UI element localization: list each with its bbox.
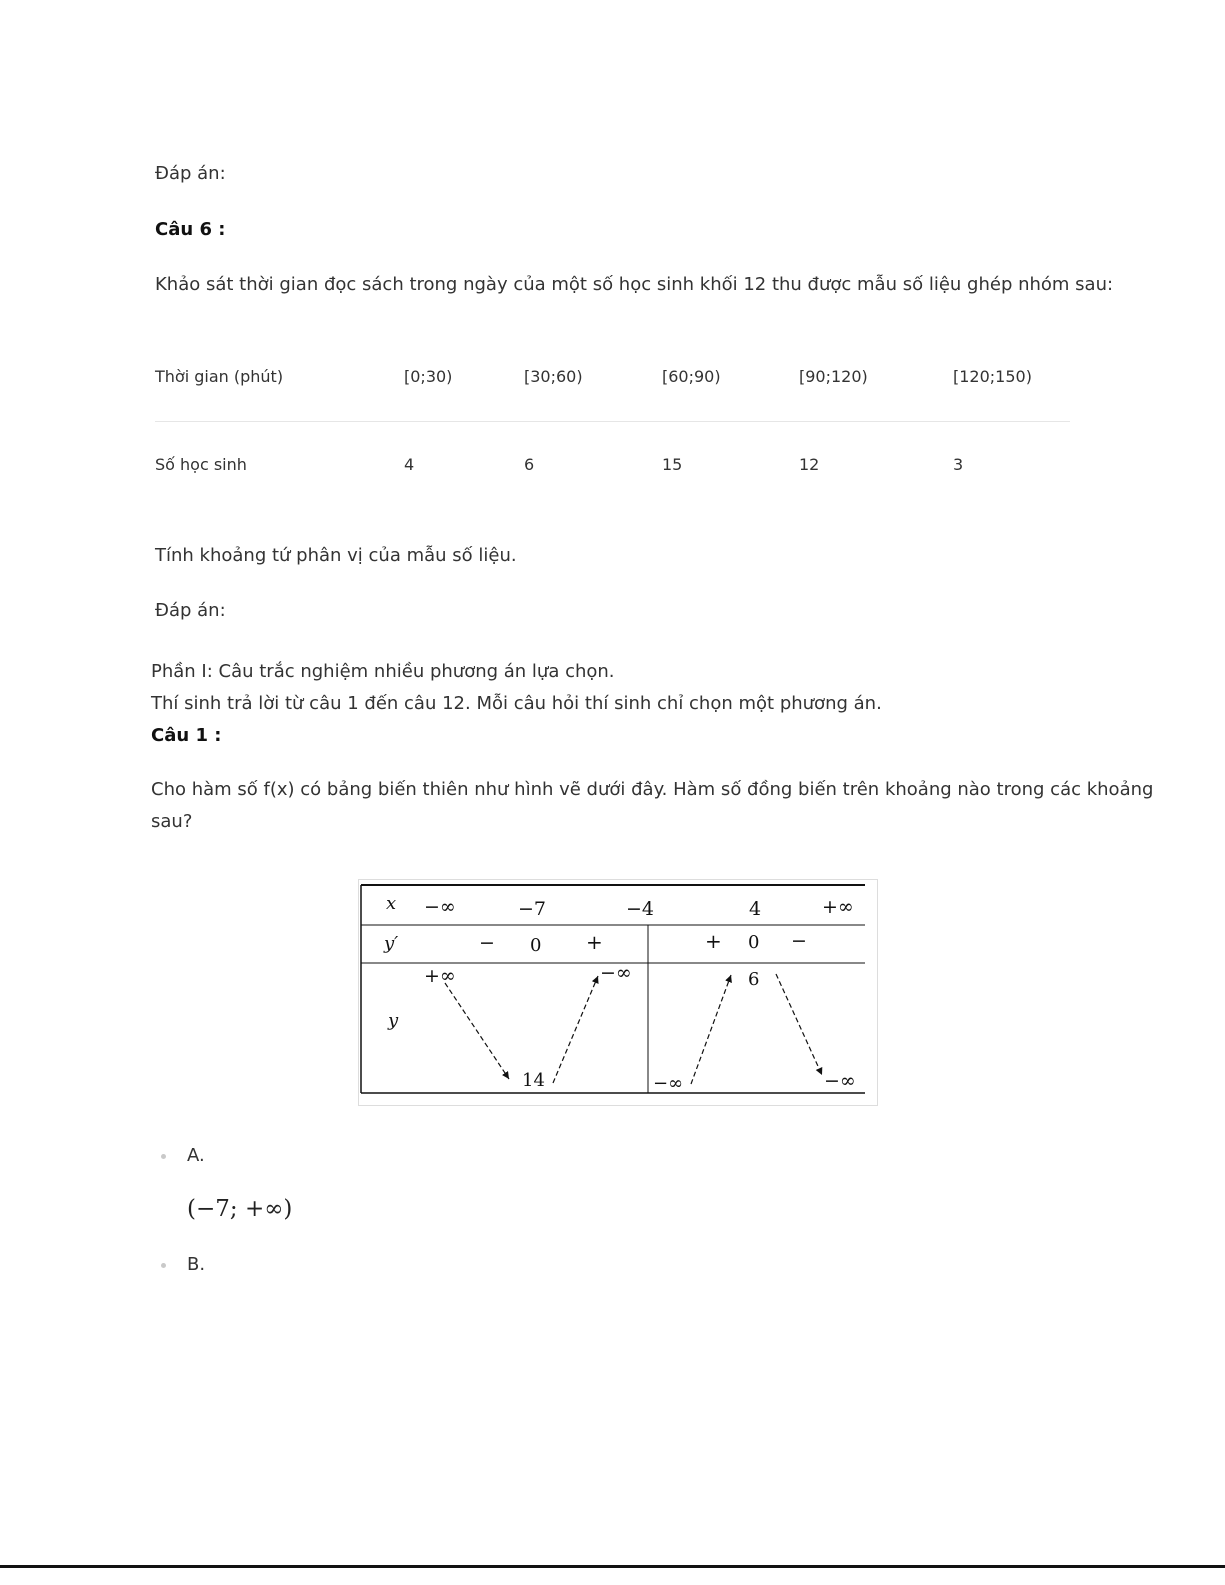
table-cell: [30;60) xyxy=(524,367,583,386)
answer-label-top: Đáp án: xyxy=(155,163,226,184)
y-value: +∞ xyxy=(424,965,456,987)
yprime-sign: 0 xyxy=(530,935,542,956)
answer-label: Đáp án: xyxy=(155,600,226,621)
page-bottom-rule xyxy=(0,1565,1225,1568)
table-cell: [120;150) xyxy=(953,367,1032,386)
y-value: 6 xyxy=(748,969,760,990)
table-cell: 3 xyxy=(953,455,964,474)
x-value: −7 xyxy=(518,898,547,920)
yprime-sign: − xyxy=(791,930,807,952)
yprime-sign: − xyxy=(479,932,495,954)
part-1-instruction: Thí sinh trả lời từ câu 1 đến câu 12. Mỗi câu hỏi thí sinh chỉ chọn một phương án. xyxy=(151,693,882,714)
table-row-header-time: Thời gian (phút) xyxy=(155,367,284,386)
table-cell: 12 xyxy=(799,455,820,474)
row-label-y: y xyxy=(388,1010,399,1031)
y-value: −∞ xyxy=(600,962,632,984)
variation-table-figure xyxy=(358,879,878,1106)
y-value: −∞ xyxy=(653,1073,684,1094)
question-1-prompt-line2: sau? xyxy=(151,811,193,832)
question-6-prompt: Khảo sát thời gian đọc sách trong ngày của một số học sinh khối 12 thu được mẫu số liệu ghép nhóm sau: xyxy=(155,274,1114,295)
table-divider xyxy=(155,421,1070,422)
row-label-x: x xyxy=(386,893,397,914)
table-cell: 15 xyxy=(662,455,683,474)
bullet-icon xyxy=(161,1154,166,1159)
question-1-title: Câu 1 : xyxy=(151,725,222,746)
question-6-title: Câu 6 : xyxy=(155,219,226,240)
y-value: −∞ xyxy=(824,1070,856,1092)
table-cell: 6 xyxy=(524,455,535,474)
option-a-label: A. xyxy=(187,1145,205,1166)
part-1-heading: Phần I: Câu trắc nghiệm nhiều phương án lựa chọn. xyxy=(151,661,615,682)
y-value: 14 xyxy=(522,1070,545,1091)
table-cell: [60;90) xyxy=(662,367,721,386)
x-value: −∞ xyxy=(424,896,456,918)
yprime-sign: + xyxy=(705,929,722,953)
x-value: −4 xyxy=(626,898,655,920)
question-1-prompt-line1: Cho hàm số f(x) có bảng biến thiên như hình vẽ dưới đây. Hàm số đồng biến trên khoảng nào trong các khoảng xyxy=(151,779,1154,800)
yprime-sign: 0 xyxy=(748,932,760,953)
yprime-sign: + xyxy=(586,930,603,954)
option-a-value: (−7; +∞) xyxy=(187,1196,293,1222)
x-value: 4 xyxy=(749,898,762,920)
bullet-icon xyxy=(161,1263,166,1268)
x-value: +∞ xyxy=(822,896,854,918)
table-cell: 4 xyxy=(404,455,415,474)
table-cell: [90;120) xyxy=(799,367,868,386)
table-row-header-students: Số học sinh xyxy=(155,455,247,474)
option-b-label: B. xyxy=(187,1254,206,1275)
question-6-question: Tính khoảng tứ phân vị của mẫu số liệu. xyxy=(155,545,517,566)
row-label-yprime: y′ xyxy=(384,933,399,954)
table-cell: [0;30) xyxy=(404,367,453,386)
